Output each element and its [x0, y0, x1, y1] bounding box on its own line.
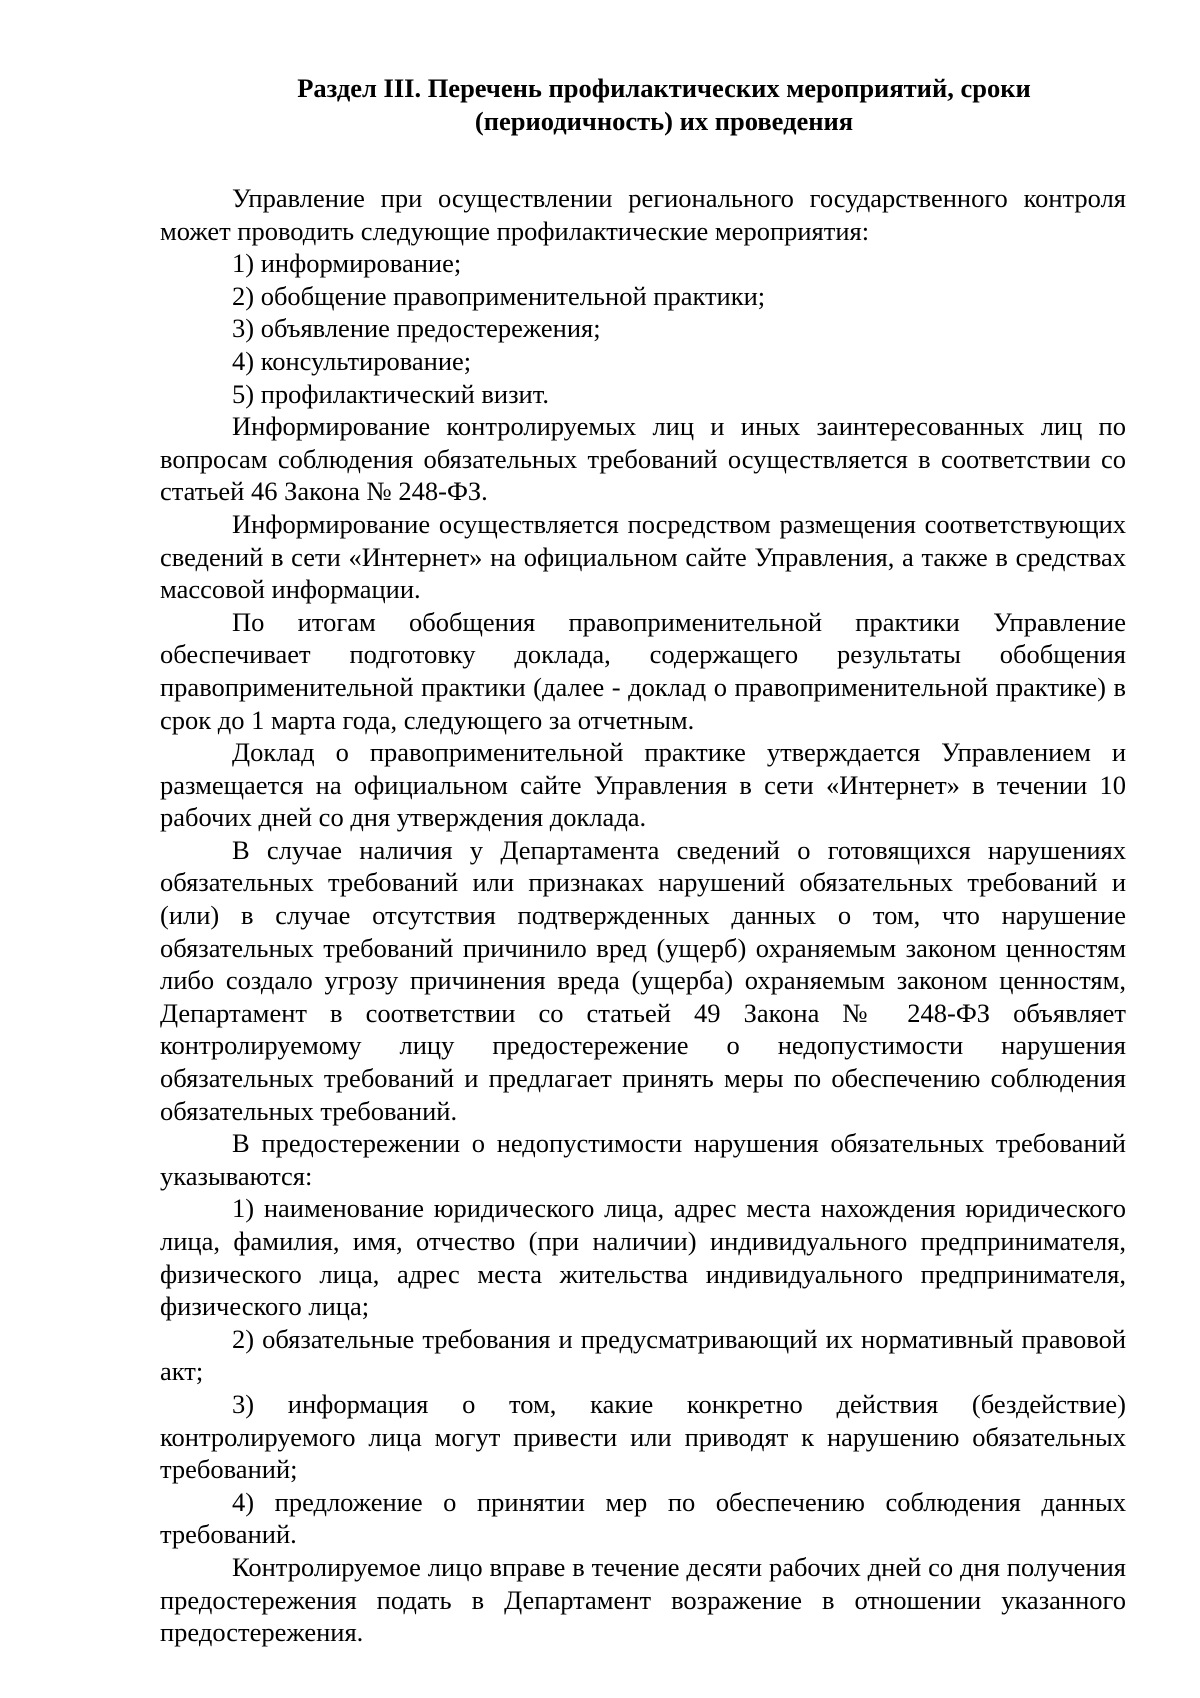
- paragraph-warning-grounds: В случае наличия у Департамента сведений о готовящихся нарушениях обязательных требований или признаках нарушений обязательных требований и (или) в случае отсутствия подтвержденных данных о том, что нарушение обязательных требований причинило вред (ущерб) охраняемым законом ценностям либо создало угрозу причинения вреда (ущерба) охраняемым законом ценностям, Департамент в соответствии со статьей 49 Закона № 248-ФЗ объявляет контролируемому лицу предостережение о недопустимости нарушения обязательных требований и предлагает принять меры по обеспечению соблюдения обязательных требований.: [160, 834, 1126, 1126]
- warning-item-requirements: 2) обязательные требования и предусматривающий их нормативный правовой акт;: [160, 1323, 1126, 1387]
- list-item-generalization: 2) обобщение правоприменительной практики;: [232, 280, 766, 311]
- list-item-preventive-visit: 5) профилактический визит.: [232, 378, 549, 409]
- paragraph-warning-contents-intro: В предостережении о недопустимости нарушения обязательных требований указываются:: [160, 1128, 1126, 1191]
- paragraph-informing-basis: Информирование контролируемых лиц и иных заинтересованных лиц по вопросам соблюдения обязательных требований осуществляется в соответствии со статьей 46 Закона № 248-ФЗ.: [160, 411, 1126, 507]
- list-item-consulting: 4) консультирование;: [232, 345, 472, 376]
- paragraph-objection-right: Контролируемое лицо вправе в течение десяти рабочих дней со дня получения предостережения подать в Департамент возражение в отношении указанного предостережения.: [160, 1551, 1126, 1648]
- paragraph-report-preparation: По итогам обобщения правоприменительной практики Управление обеспечивает подготовку доклада, содержащего результаты обобщения правоприменительной практики (далее - доклад о правоприменительной практике) в срок до 1 марта года, следующего за отчетным.: [160, 606, 1126, 735]
- list-item-warning: 3) объявление предостережения;: [232, 313, 601, 344]
- section-heading: Раздел III. Перечень профилактических мероприятий, сроки (периодичность) их проведения: [297, 73, 1031, 136]
- document-body: [160, 182, 1126, 1649]
- paragraph-informing-channels: Информирование осуществляется посредством размещения соответствующих сведений в сети «Интернет» на официальном сайте Управления, а также в средствах массовой информации.: [160, 508, 1126, 605]
- warning-item-actions: 3) информация о том, какие конкретно действия (бездействие) контролируемого лица могут привести или приводят к нарушению обязательных требований;: [160, 1388, 1126, 1485]
- paragraph-report-approval: Доклад о правоприменительной практике утверждается Управлением и размещается на официальном сайте Управления в сети «Интернет» в течении 10 рабочих дней со дня утверждения доклада.: [160, 737, 1126, 833]
- paragraph-intro: Управление при осуществлении регионального государственного контроля может проводить следующие профилактические мероприятия:: [160, 183, 1126, 246]
- warning-item-proposal: 4) предложение о принятии мер по обеспечению соблюдения данных требований.: [160, 1486, 1126, 1550]
- list-item-informing: 1) информирование;: [232, 248, 462, 279]
- warning-item-entity-details: 1) наименование юридического лица, адрес места нахождения юридического лица, фамилия, имя, отчество (при наличии) индивидуального предпринимателя, физического лица, адрес места жительства индивидуального предпринимателя, физического лица;: [160, 1193, 1126, 1322]
